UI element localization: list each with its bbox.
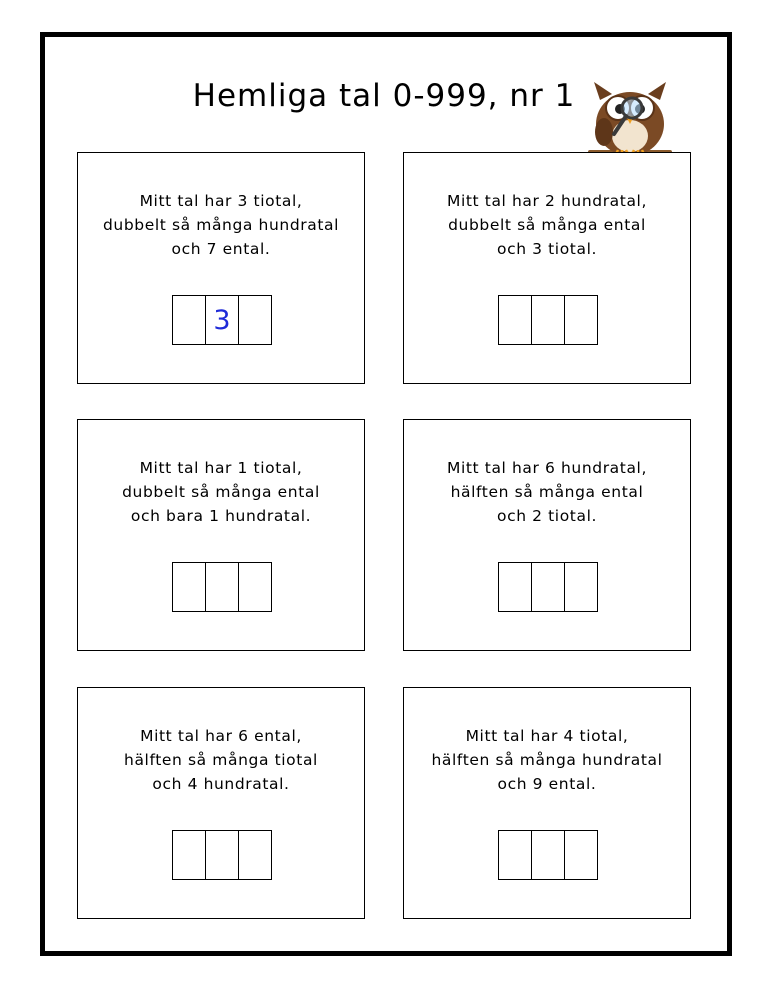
clue-line: dubbelt så många ental bbox=[122, 483, 320, 501]
clue-line: och bara 1 hundratal. bbox=[130, 507, 312, 525]
clue-line: och 2 tiotal. bbox=[496, 507, 598, 525]
hundreds-cell[interactable] bbox=[173, 296, 206, 344]
tens-cell[interactable] bbox=[206, 563, 239, 611]
tens-cell[interactable] bbox=[532, 563, 565, 611]
puzzle-card-4 bbox=[403, 419, 691, 651]
puzzle-card-6 bbox=[403, 687, 691, 919]
hundreds-cell[interactable] bbox=[173, 831, 206, 879]
clue-text bbox=[404, 189, 690, 261]
clue-text bbox=[78, 724, 364, 796]
ones-cell[interactable] bbox=[239, 563, 271, 611]
ones-cell[interactable] bbox=[239, 296, 271, 344]
clue-line: dubbelt så många hundratal bbox=[102, 216, 340, 234]
puzzle-card-3 bbox=[77, 419, 365, 651]
hundreds-cell[interactable] bbox=[499, 831, 532, 879]
clue-line: och 3 tiotal. bbox=[496, 240, 598, 258]
ones-cell[interactable] bbox=[565, 831, 597, 879]
clue-line: Mitt tal har 6 ental, bbox=[140, 727, 302, 745]
hundreds-cell[interactable] bbox=[499, 563, 532, 611]
ones-cell[interactable] bbox=[565, 296, 597, 344]
clue-line: hälften så många ental bbox=[450, 483, 644, 501]
clue-text bbox=[404, 724, 690, 796]
owl-detective-icon bbox=[582, 78, 678, 162]
clue-line: Mitt tal har 2 hundratal, bbox=[447, 192, 647, 210]
clue-line: och 7 ental. bbox=[171, 240, 271, 258]
ones-cell[interactable] bbox=[239, 831, 271, 879]
clue-text bbox=[78, 456, 364, 528]
clue-line: hälften så många tiotal bbox=[124, 751, 318, 769]
puzzle-card-5 bbox=[77, 687, 365, 919]
tens-cell[interactable] bbox=[532, 831, 565, 879]
answer-boxes bbox=[498, 295, 598, 345]
clue-text bbox=[78, 189, 364, 261]
clue-text bbox=[404, 456, 690, 528]
answer-boxes bbox=[172, 295, 272, 345]
hundreds-cell[interactable] bbox=[499, 296, 532, 344]
puzzle-card-1 bbox=[77, 152, 365, 384]
tens-cell[interactable] bbox=[206, 831, 239, 879]
answer-boxes bbox=[172, 830, 272, 880]
clue-line: Mitt tal har 4 tiotal, bbox=[465, 727, 629, 745]
clue-line: hälften så många hundratal bbox=[431, 751, 663, 769]
clue-line: Mitt tal har 6 hundratal, bbox=[447, 459, 647, 477]
clue-line: Mitt tal har 1 tiotal, bbox=[139, 459, 303, 477]
hundreds-cell[interactable] bbox=[173, 563, 206, 611]
answer-boxes bbox=[172, 562, 272, 612]
puzzle-card-2 bbox=[403, 152, 691, 384]
answer-boxes bbox=[498, 562, 598, 612]
tens-cell[interactable] bbox=[532, 296, 565, 344]
clue-line: dubbelt så många ental bbox=[448, 216, 646, 234]
answer-boxes bbox=[498, 830, 598, 880]
worksheet-title: Hemliga tal 0-999, nr 1 bbox=[192, 78, 576, 114]
tens-cell[interactable]: 3 bbox=[206, 296, 239, 344]
clue-line: och 9 ental. bbox=[497, 775, 597, 793]
clue-line: Mitt tal har 3 tiotal, bbox=[139, 192, 303, 210]
clue-line: och 4 hundratal. bbox=[152, 775, 290, 793]
ones-cell[interactable] bbox=[565, 563, 597, 611]
